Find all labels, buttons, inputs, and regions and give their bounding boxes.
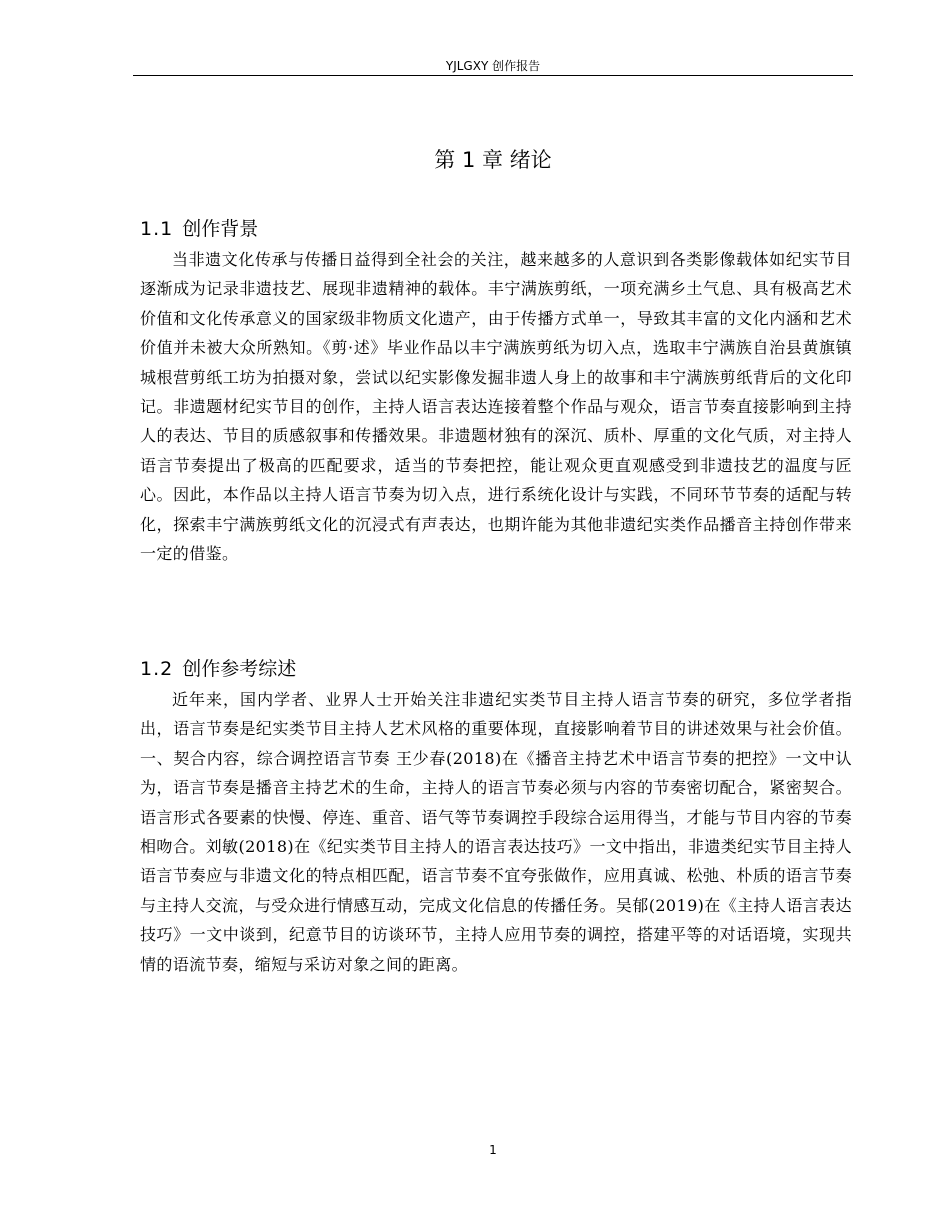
- page-number: 1: [489, 1143, 497, 1157]
- section-number: 1.2: [140, 658, 174, 680]
- section-heading: [140, 655, 852, 683]
- header-divider: [133, 75, 853, 76]
- section-number: 1.1: [140, 218, 174, 240]
- section-background: [140, 215, 852, 568]
- body-paragraph: 当非遗文化传承与传播日益得到全社会的关注，越来越多的人意识到各类影像载体如纪实节目逐渐成为记录非遗技艺、展现非遗精神的载体。丰宁满族剪纸，一项充满乡土气息、具有极高艺术价值和文化传承意义的国家级非物质文化遗产，由于传播方式单一，导致其丰富的文化内涵和艺术价值并未被大众所熟知。《剪·述》毕业作品以丰宁满族剪纸为切入点，选取丰宁满族自治县黄旗镇城根营剪纸工坊为拍摄对象，尝试以纪实影像发掘非遗人身上的故事和丰宁满族剪纸背后的文化印记。非遗题材纪实节目的创作，主持人语言表达连接着整个作品与观众，语言节奏直接影响到主持人的表达、节目的质感叙事和传播效果。非遗题材独有的深沉、质朴、厚重的文化气质，对主持人语言节奏提出了极高的匹配要求，适当的节奏把控，能让观众更直观感受到非遗技艺的温度与匠心。因此，本作品以主持人语言节奏为切入点，进行系统化设计与实践，不同环节节奏的适配与转化，探索丰宁满族剪纸文化的沉浸式有声表达，也期许能为其他非遗纪实类作品播音主持创作带来一定的借鉴。: [140, 250, 852, 564]
- running-header: YJLGXY 创作报告: [445, 59, 541, 73]
- section-literature-review: [140, 655, 852, 979]
- section-title: 创作背景: [182, 218, 259, 240]
- body-paragraph: 近年来，国内学者、业界人士开始关注非遗纪实类节目主持人语言节奏的研究，多位学者指出，语言节奏是纪实类节目主持人艺术风格的重要体现，直接影响着节目的讲述效果与社会价值。一、契合内容，综合调控语言节奏 王少春(2018)在《播音主持艺术中语言节奏的把控》一文中认为，语言节奏是播音主持艺术的生命，主持人的语言节奏必须与内容的节奏密切配合，紧密契合。语言形式各要素的快慢、停连、重音、语气等节奏调控手段综合运用得当，才能与节目内容的节奏相吻合。刘敏(2018)在《纪实类节目主持人的语言表达技巧》一文中指出，非遗类纪实节目主持人语言节奏应与非遗文化的特点相匹配，语言节奏不宜夸张做作，应用真诚、松弛、朴质的语言节奏与主持人交流，与受众进行情感互动，完成文化信息的传播任务。吴郁(2019)在《主持人语言表达技巧》一文中谈到，纪意节目的访谈环节，主持人应用节奏的调控，搭建平等的对话语境，实现共情的语流节奏，缩短与采访对象之间的距离。: [140, 690, 852, 974]
- chapter-title: 第 1 章 绪论: [434, 148, 552, 172]
- section-heading: [140, 215, 852, 243]
- section-title: 创作参考综述: [182, 658, 297, 680]
